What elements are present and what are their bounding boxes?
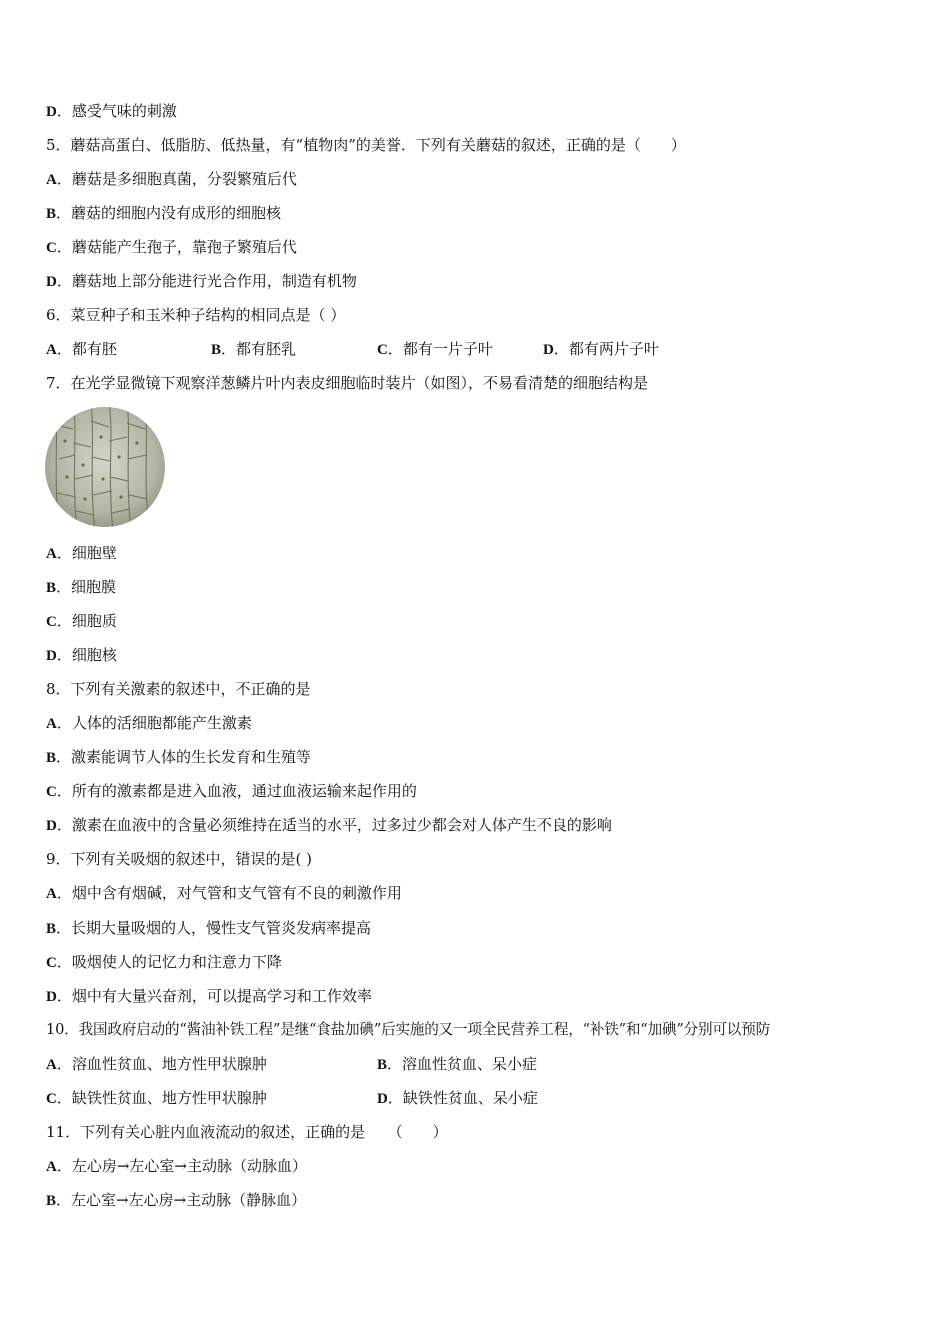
option-text: ．人体的活细胞都能产生激素 xyxy=(56,714,252,732)
option-text: ．都有胚乳 xyxy=(221,340,297,358)
option-text: ．蘑菇的细胞内没有成形的细胞核 xyxy=(56,204,282,222)
option-text: ．激素能调节人体的生长发育和生殖等 xyxy=(56,748,312,766)
option-label: B xyxy=(46,921,57,937)
question-10-stem: 10．我国政府启动的“酱油补铁工程”是继“食盐加碘”后实施的又一项全民营养工程，“补铁”和“加碘”分别可以预防 xyxy=(46,1021,770,1038)
option-label: B xyxy=(46,206,57,222)
option-label: D xyxy=(46,989,57,1005)
q5-option-c xyxy=(46,237,297,258)
option-label: D xyxy=(46,648,57,664)
option-text: ．感受气味的刺激 xyxy=(56,102,177,120)
option-label: D xyxy=(46,818,57,834)
q7-option-a xyxy=(46,543,117,564)
option-text: ．蘑菇地上部分能进行光合作用，制造有机物 xyxy=(56,272,357,290)
q10-option-d xyxy=(377,1088,538,1109)
q9-option-a xyxy=(46,883,402,904)
q10-option-c xyxy=(46,1088,267,1109)
q8-option-a xyxy=(46,713,252,734)
q10-option-a xyxy=(46,1054,267,1075)
option-text: ．细胞壁 xyxy=(56,544,117,562)
option-text: ．烟中含有烟碱，对气管和支气管有不良的刺激作用 xyxy=(56,884,402,902)
question-9-stem: 9．下列有关吸烟的叙述中，错误的是( ) xyxy=(46,850,313,868)
q9-option-c xyxy=(46,952,282,973)
option-label: B xyxy=(377,1057,388,1073)
option-text: ．缺铁性贫血、地方性甲状腺肿 xyxy=(56,1089,267,1107)
question-6-stem: 6．菜豆种子和玉米种子结构的相同点是（ ） xyxy=(46,306,346,324)
option-label: C xyxy=(46,1091,57,1107)
option-label: C xyxy=(46,240,57,256)
q8-option-d xyxy=(46,815,612,836)
option-label: A xyxy=(46,1057,57,1073)
option-text: ．激素在血液中的含量必须维持在适当的水平，过多过少都会对人体产生不良的影响 xyxy=(56,816,612,834)
q5-option-a xyxy=(46,169,297,190)
option-label: C xyxy=(46,784,57,800)
option-text: ．溶血性贫血、呆小症 xyxy=(387,1055,538,1073)
option-label: D xyxy=(46,274,57,290)
option-label: C xyxy=(377,342,388,358)
option-label: A xyxy=(46,546,57,562)
option-label: A xyxy=(46,342,57,358)
q10-option-b xyxy=(377,1054,537,1075)
option-label: A xyxy=(46,172,57,188)
q4-option-d xyxy=(46,101,177,122)
option-text: ．细胞质 xyxy=(56,612,117,630)
q11-option-a xyxy=(46,1156,307,1177)
option-text: ．烟中有大量兴奋剂，可以提高学习和工作效率 xyxy=(56,987,372,1005)
q5-option-d xyxy=(46,271,357,292)
q7-option-c xyxy=(46,611,117,632)
option-text: ．都有一片子叶 xyxy=(387,340,493,358)
option-label: A xyxy=(46,1159,57,1175)
option-label: D xyxy=(543,342,554,358)
q9-option-d xyxy=(46,986,372,1007)
q6-option-b xyxy=(211,339,296,360)
option-label: A xyxy=(46,886,57,902)
q11-option-b xyxy=(46,1190,306,1211)
q6-option-c xyxy=(377,339,493,360)
q7-option-b xyxy=(46,577,116,598)
option-text: ．蘑菇是多细胞真菌，分裂繁殖后代 xyxy=(56,170,297,188)
option-text: ．都有两片子叶 xyxy=(553,340,659,358)
q6-option-d xyxy=(543,339,659,360)
option-label: B xyxy=(46,580,57,596)
option-text: ．细胞核 xyxy=(56,646,117,664)
option-text: ．蘑菇能产生孢子，靠孢子繁殖后代 xyxy=(56,238,297,256)
option-label: B xyxy=(46,1193,57,1209)
question-7-stem: 7．在光学显微镜下观察洋葱鳞片叶内表皮细胞临时装片（如图），不易看清楚的细胞结构是 xyxy=(46,374,649,392)
q8-option-b xyxy=(46,747,311,768)
option-text: ．缺铁性贫血、呆小症 xyxy=(387,1089,538,1107)
option-text: ．长期大量吸烟的人，慢性支气管炎发病率提高 xyxy=(56,919,372,937)
option-text: ．溶血性贫血、地方性甲状腺肿 xyxy=(56,1055,267,1073)
question-5-stem: 5．蘑菇高蛋白、低脂肪、低热量，有“植物肉”的美誉．下列有关蘑菇的叙述，正确的是（ ） xyxy=(46,136,686,154)
q8-option-c xyxy=(46,781,417,802)
q6-option-a xyxy=(46,339,117,360)
option-label: B xyxy=(211,342,222,358)
option-label: D xyxy=(377,1091,388,1107)
option-text: ．所有的激素都是进入血液，通过血液运输来起作用的 xyxy=(56,782,417,800)
option-text: ．吸烟使人的记忆力和注意力下降 xyxy=(56,953,282,971)
option-text: ．细胞膜 xyxy=(56,578,117,596)
option-label: B xyxy=(46,750,57,766)
q5-option-b xyxy=(46,203,281,224)
option-text: ．左心房→左心室→主动脉（动脉血） xyxy=(56,1157,307,1175)
option-label: D xyxy=(46,104,57,120)
question-11-stem: 11．下列有关心脏内血液流动的叙述，正确的是 （ ） xyxy=(46,1123,448,1141)
question-8-stem: 8．下列有关激素的叙述中，不正确的是 xyxy=(46,680,311,698)
q7-option-d xyxy=(46,645,117,666)
option-label: C xyxy=(46,955,57,971)
onion-cell-micrograph xyxy=(45,407,165,527)
q9-option-b xyxy=(46,918,371,939)
option-text: ．左心室→左心房→主动脉（静脉血） xyxy=(56,1191,307,1209)
option-label: A xyxy=(46,716,57,732)
option-label: C xyxy=(46,614,57,630)
option-text: ．都有胚 xyxy=(56,340,117,358)
